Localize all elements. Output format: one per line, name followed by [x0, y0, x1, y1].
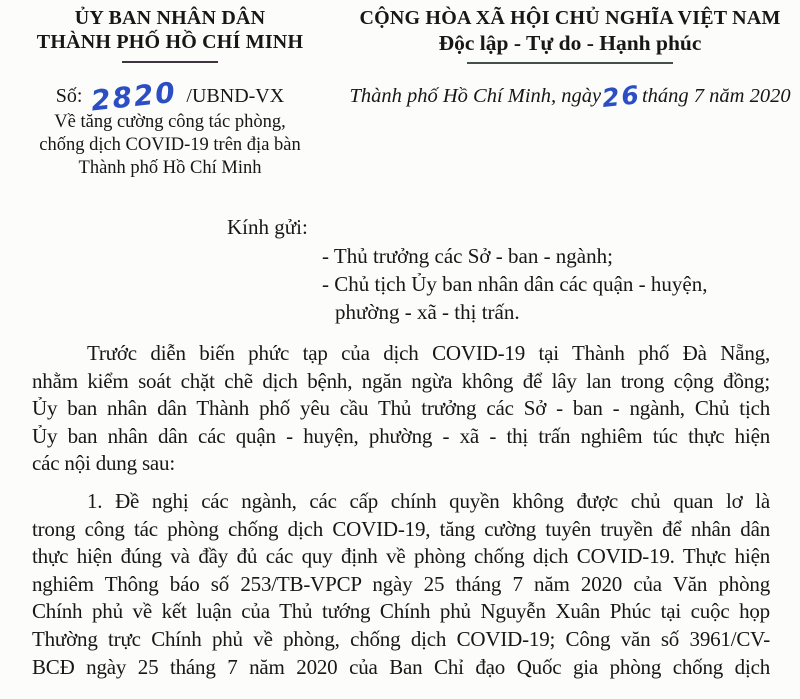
handwritten-document-number: 2820 — [89, 75, 179, 118]
recipient-line: - Chủ tịch Ủy ban nhân dân các quận - huyện, — [322, 272, 708, 296]
body-line: 1. Đề nghị các ngành, các cấp chính quyền không được chủ quan lơ là — [87, 488, 770, 513]
recipient-line: - Thủ trưởng các Sở - ban - ngành; — [322, 244, 613, 268]
issuing-authority-line1: ỦY BAN NHÂN DÂN — [74, 7, 266, 29]
body-line: trong công tác phòng chống dịch COVID-19, tăng cường tuyên truyền để nhân dân — [32, 516, 770, 541]
document-header — [0, 6, 800, 180]
salutation-block — [0, 214, 800, 326]
header-right-divider — [467, 62, 673, 64]
body-line: Ủy ban nhân dân các quận - huyện, phường - xã - thị trấn nghiêm túc thực hiện — [32, 423, 770, 448]
body-line: nhằm kiểm soát chặt chẽ dịch bệnh, ngăn ngừa không để lây lan trong cộng đồng; — [32, 368, 770, 393]
subject-line1: Về tăng cường công tác phòng, — [54, 112, 286, 132]
body-line: Thường trực Chính phủ về phòng, chống dịch COVID-19; Công văn số 3961/CV- — [32, 626, 770, 651]
national-motto-block — [340, 6, 800, 180]
body-line: các nội dung sau: — [32, 451, 175, 476]
document-subject — [0, 111, 340, 180]
body-line: Trước diễn biến phức tạp của dịch COVID-19 tại Thành phố Đà Nẵng, — [87, 341, 770, 365]
recipient-list — [322, 242, 800, 326]
recipient-line: phường - xã - thị trấn. — [335, 300, 520, 324]
date-line-suffix: tháng 7 năm 2020 — [641, 85, 791, 107]
salutation-label: Kính gửi: — [227, 215, 308, 239]
date-line-prefix: Thành phố Hồ Chí Minh, ngày — [349, 85, 602, 107]
national-header-line2: Độc lập - Tự do - Hạnh phúc — [438, 31, 702, 55]
issuing-authority-line2: THÀNH PHỐ HỒ CHÍ MINH — [36, 31, 304, 53]
body-line: thực hiện đúng và đầy đủ các quy định về phòng chống dịch COVID-19. Thực hiện — [32, 544, 770, 569]
body-line: Chính phủ về kết luận của Thủ tướng Chính phủ Nguyễn Xuân Phúc tại cuộc họp — [32, 599, 770, 624]
body-line: Ủy ban nhân dân Thành phố yêu cầu Thủ trưởng các Sở - ban - ngành, Chủ tịch — [32, 396, 770, 421]
header-left-divider — [122, 61, 218, 63]
issuing-authority-block — [0, 6, 340, 180]
national-header-line1: CỘNG HÒA XÃ HỘI CHỦ NGHĨA VIỆT NAM — [359, 7, 781, 29]
body-line: nghiêm Thông báo số 253/TB-VPCP ngày 25 tháng 7 năm 2020 của Văn phòng — [32, 571, 770, 596]
place-date-line — [340, 80, 800, 113]
subject-line2: chống dịch COVID-19 trên địa bàn — [39, 135, 301, 155]
document-number-line — [0, 75, 340, 118]
paragraph-item-1 — [32, 488, 770, 681]
paragraph-intro — [32, 340, 770, 478]
handwritten-day: 26 — [600, 80, 643, 113]
document-number-prefix: Số: — [55, 85, 83, 107]
document-number-suffix: /UBND-VX — [186, 85, 285, 107]
document-body — [32, 340, 770, 681]
subject-line3: Thành phố Hồ Chí Minh — [78, 158, 262, 178]
body-line: BCĐ ngày 25 tháng 7 năm 2020 của Ban Chỉ đạo Quốc gia phòng chống dịch — [32, 654, 770, 679]
